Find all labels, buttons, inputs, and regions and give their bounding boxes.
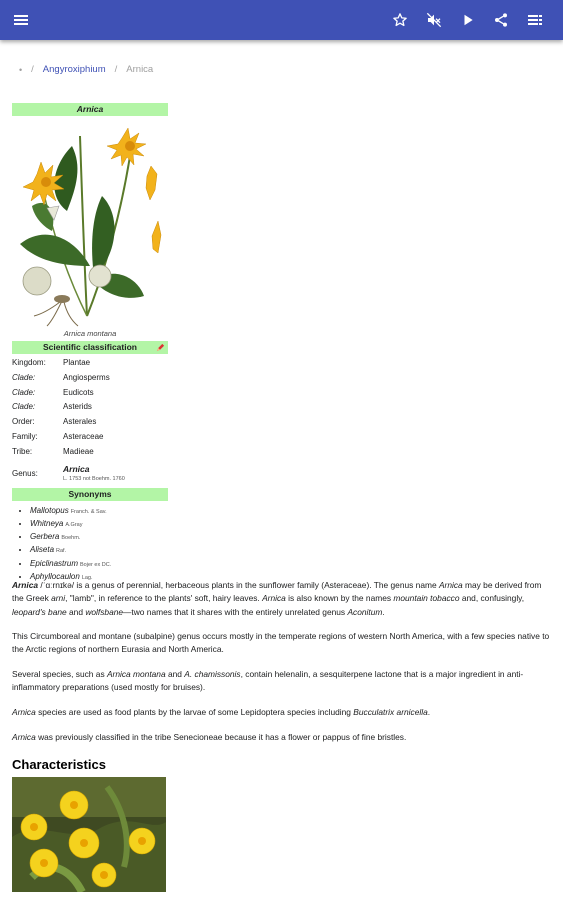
- genus-authority: L. 1753 not Boehm. 1760: [63, 475, 125, 482]
- text-run: , contain helenalin, a sesquiterpene lactone that is a major ingredient in anti-inflammatory preparations (used mostly for bruises).: [12, 669, 524, 693]
- term-arnica: Arnica: [262, 593, 286, 604]
- article-paragraph-ecology: [12, 706, 552, 719]
- text-run: and: [165, 669, 185, 679]
- term-leopards-bane: leopard's bane: [12, 606, 67, 617]
- synonym-author: A.Gray: [65, 521, 83, 528]
- infobox-illustration[interactable]: [12, 116, 168, 329]
- term-arnica-montana: Arnica montana: [106, 669, 166, 679]
- list-item: [30, 543, 168, 556]
- breadcrumb-home[interactable]: •: [19, 64, 23, 75]
- genus-name: Arnica: [63, 463, 90, 474]
- term-arnica: Arnica: [12, 580, 39, 590]
- star-icon: [392, 12, 408, 28]
- term-bucculatrix: Bucculatrix arnicella: [353, 707, 428, 717]
- row-value[interactable]: Madieae: [63, 446, 94, 456]
- term-arnica: Arnica: [438, 580, 463, 590]
- volume-off-icon: [426, 12, 442, 28]
- menu-icon: [13, 13, 29, 27]
- classification-row: [12, 415, 168, 430]
- text-run: and: [66, 606, 86, 617]
- infobox-image-caption: Arnica montana: [63, 329, 117, 338]
- classification-row: [12, 386, 168, 401]
- text-run: /ˈɑːrnɪkə/ is a genus of perennial, herbaceous plants in the sunflower family (Asteraceae). The genus name: [38, 580, 439, 590]
- article-paragraph-chemistry: [12, 668, 552, 695]
- row-key: Kingdom:: [12, 358, 46, 367]
- synonym-name: Epiclinastrum: [30, 558, 79, 568]
- favorite-button[interactable]: [388, 8, 412, 32]
- article-paragraph-intro: [12, 579, 552, 619]
- row-key[interactable]: Clade:: [12, 372, 36, 382]
- classification-row: [12, 356, 168, 371]
- section-title-characteristics: Characteristics: [12, 757, 106, 772]
- list-icon: [527, 13, 543, 27]
- row-value[interactable]: Asterales: [63, 417, 97, 427]
- list-item: [30, 504, 168, 517]
- mute-button[interactable]: [422, 8, 446, 32]
- synonym-name: Whitneya: [30, 518, 64, 528]
- text-run: .: [382, 606, 385, 617]
- synonyms-list: [12, 504, 168, 584]
- text-run: , "lamb", in reference to the plants' soft, hairy leaves.: [65, 593, 263, 604]
- synonym-name: Gerbera: [30, 532, 60, 542]
- scientific-classification-header: [12, 341, 168, 354]
- genus-row: [12, 460, 168, 488]
- play-button[interactable]: [456, 8, 480, 32]
- infobox: [12, 103, 168, 583]
- row-key[interactable]: Clade:: [12, 402, 36, 412]
- list-item: [30, 517, 168, 530]
- text-run: and, confusingly,: [459, 593, 525, 604]
- contents-button[interactable]: [523, 8, 547, 32]
- share-button[interactable]: [489, 8, 513, 32]
- row-key[interactable]: Clade:: [12, 387, 36, 397]
- list-item: [30, 530, 168, 543]
- breadcrumb-parent-link[interactable]: Angyroxiphium: [42, 64, 106, 75]
- breadcrumb: [19, 64, 153, 75]
- row-value[interactable]: Asteraceae: [63, 431, 104, 441]
- term-wolfsbane: wolfsbane: [85, 606, 124, 617]
- text-run: .: [427, 707, 431, 717]
- text-run: is also known by the names: [285, 593, 394, 604]
- classification-row: [12, 371, 168, 386]
- edit-pencil-icon[interactable]: [156, 343, 165, 352]
- synonym-author: Lag.: [81, 575, 93, 582]
- row-value[interactable]: Asterids: [63, 402, 92, 412]
- arnica-illustration: [12, 116, 168, 329]
- breadcrumb-separator: /: [31, 64, 34, 75]
- text-run: was previously classified in the tribe Senecioneae because it has a flower or pappus of fine bristles.: [35, 732, 407, 742]
- row-key: Order:: [12, 417, 35, 427]
- row-value[interactable]: Eudicots: [63, 387, 94, 397]
- share-icon: [493, 12, 509, 28]
- infobox-title: Arnica: [12, 103, 168, 116]
- characteristics-photo[interactable]: [12, 777, 166, 892]
- term-arnica: Arnica: [12, 732, 36, 742]
- article-paragraph-classification: [12, 731, 552, 744]
- menu-button[interactable]: [9, 8, 33, 32]
- classification-row: [12, 445, 168, 460]
- synonym-name: Mallotopus: [30, 505, 69, 515]
- text-run: may be derived from the Greek: [12, 580, 542, 604]
- term-arni: arni: [51, 593, 66, 604]
- list-item: [30, 557, 168, 570]
- row-key: Tribe:: [12, 446, 33, 456]
- term-mountain-tobacco: mountain tobacco: [393, 593, 460, 604]
- breadcrumb-current: Arnica: [126, 64, 154, 75]
- classification-row: [12, 430, 168, 445]
- synonym-author: Raf.: [56, 548, 67, 555]
- text-run: —two names that it shares with the entirely unrelated genus: [123, 606, 348, 617]
- row-key: Genus:: [12, 469, 38, 479]
- row-value[interactable]: Angiosperms: [63, 372, 110, 382]
- synonym-author: Franch. & Sav.: [70, 508, 107, 515]
- breadcrumb-separator: /: [114, 64, 118, 75]
- classification-row: [12, 400, 168, 415]
- synonym-name: Aliseta: [30, 545, 55, 555]
- term-arnica: Arnica: [12, 707, 36, 717]
- arnica-flowers-photo: [12, 777, 166, 892]
- term-aconitum: Aconitum: [347, 606, 383, 617]
- classification-header-label: Scientific classification: [42, 342, 137, 352]
- synonym-name: Aphyllocaulon: [30, 572, 80, 582]
- play-icon: [461, 13, 475, 27]
- text-run: species are used as food plants by the larvae of some Lepidoptera species including: [35, 707, 354, 717]
- app-bar: [0, 0, 563, 40]
- article-paragraph-distribution: This Circumboreal and montane (subalpine) genus occurs mostly in the temperate regions of western North America, with a few species native to the Arctic regions of northern Eurasia and North America.: [12, 631, 550, 655]
- text-run: Several species, such as: [12, 669, 107, 679]
- synonyms-header: Synonyms: [12, 488, 168, 501]
- synonym-author: Boehm.: [61, 535, 81, 542]
- row-key: Family:: [12, 431, 38, 441]
- row-value[interactable]: Plantae: [63, 358, 91, 367]
- term-a-chamissonis: A. chamissonis: [184, 669, 241, 679]
- synonym-author: Bojer ex DC.: [80, 561, 112, 568]
